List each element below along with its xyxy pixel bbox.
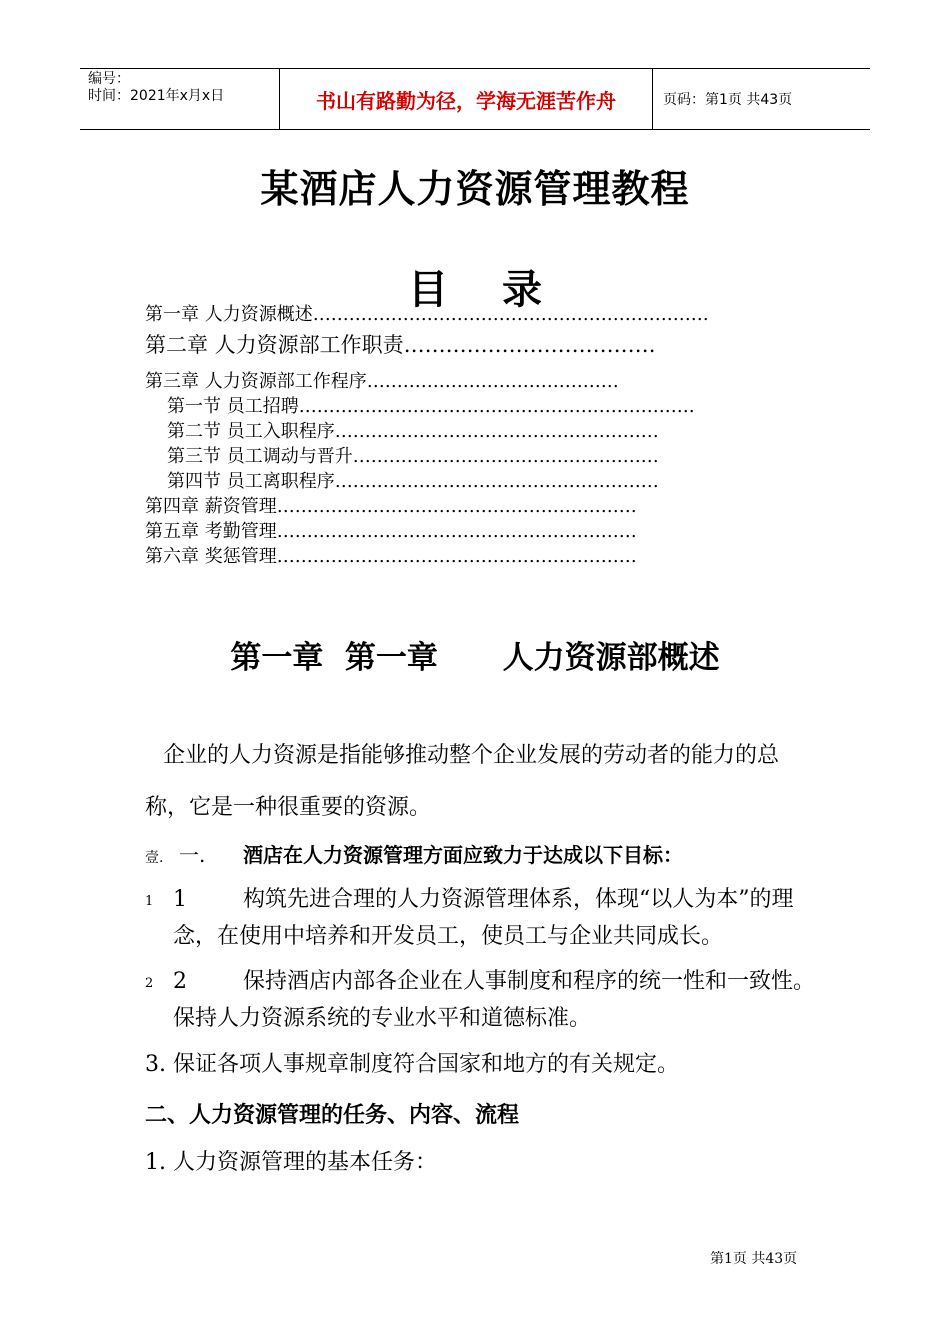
subheading-text: 酒店在人力资源管理方面应致力于达成以下目标： — [243, 843, 683, 867]
toc-item[interactable]: 第四节 员工离职程序……………………………………………… — [167, 471, 659, 492]
list-number: 2 — [173, 969, 187, 994]
subsection-heading: 1. 人力资源管理的基本任务： — [145, 1150, 437, 1175]
toc-item[interactable]: 第五章 考勤管理…………………………………………………… — [145, 521, 637, 542]
toc-item[interactable]: 第三章 人力资源部工作程序…………………………………… — [145, 371, 619, 392]
header-meta — [80, 69, 280, 129]
list-item: 3. 保证各项人事规章制度符合国家和地方的有关规定。 — [145, 1052, 679, 1077]
list-item — [145, 881, 815, 955]
list-text: 构筑先进合理的人力资源管理体系，体现“以人为本”的理念，在使用中培养和开发员工，使员工与企业共同成长。 — [173, 887, 794, 949]
section-heading: 二、人力资源管理的任务、内容、流程 — [145, 1102, 520, 1128]
list-marker: 2 — [145, 976, 154, 991]
toc-heading: 目 录 — [408, 266, 542, 313]
toc-item[interactable]: 第四章 薪资管理…………………………………………………… — [145, 496, 637, 517]
page-header — [80, 68, 870, 130]
list-number: 1 — [173, 887, 187, 912]
subheading-number: 一. — [179, 843, 206, 867]
toc-item[interactable]: 第二章 人力资源部工作职责……………………………… — [145, 333, 656, 357]
list-marker: 壹. — [145, 850, 164, 866]
toc-item[interactable]: 第三节 员工调动与晋升…………………………………………… — [167, 446, 659, 467]
code-label: 编号： — [88, 71, 130, 87]
body-text — [145, 730, 815, 1183]
table-of-contents — [145, 302, 845, 569]
header-motto: 书山有路勤为径，学海无涯苦作舟 — [280, 69, 653, 129]
document-title: 某酒店人力资源管理教程 — [260, 166, 690, 211]
toc-item[interactable]: 第一章 人力资源概述………………………………………………………… — [145, 304, 709, 325]
intro-paragraph: 企业的人力资源是指能够推动整个企业发展的劳动者的能力的总称，它是一种很重要的资源。 — [145, 743, 780, 820]
list-item — [145, 963, 815, 1037]
toc-item[interactable]: 第二节 员工入职程序……………………………………………… — [167, 421, 659, 442]
header-page-info: 页码：第1页 共43页 — [663, 92, 793, 108]
chapter-title: 第一章 第一章 人力资源部概述 — [230, 640, 720, 676]
page-footer: 第1页 共43页 — [710, 1251, 798, 1267]
toc-item[interactable]: 第一节 员工招聘………………………………………………………… — [167, 396, 695, 417]
list-text: 保持酒店内部各企业在人事制度和程序的统一性和一致性。保持人力资源系统的专业水平和道德标准。 — [173, 969, 816, 1031]
subheading-goals — [145, 840, 815, 873]
toc-item[interactable]: 第六章 奖惩管理…………………………………………………… — [145, 546, 637, 567]
list-marker: 1 — [145, 894, 154, 909]
time-label: 时间：2021年x月x日 — [88, 88, 225, 104]
